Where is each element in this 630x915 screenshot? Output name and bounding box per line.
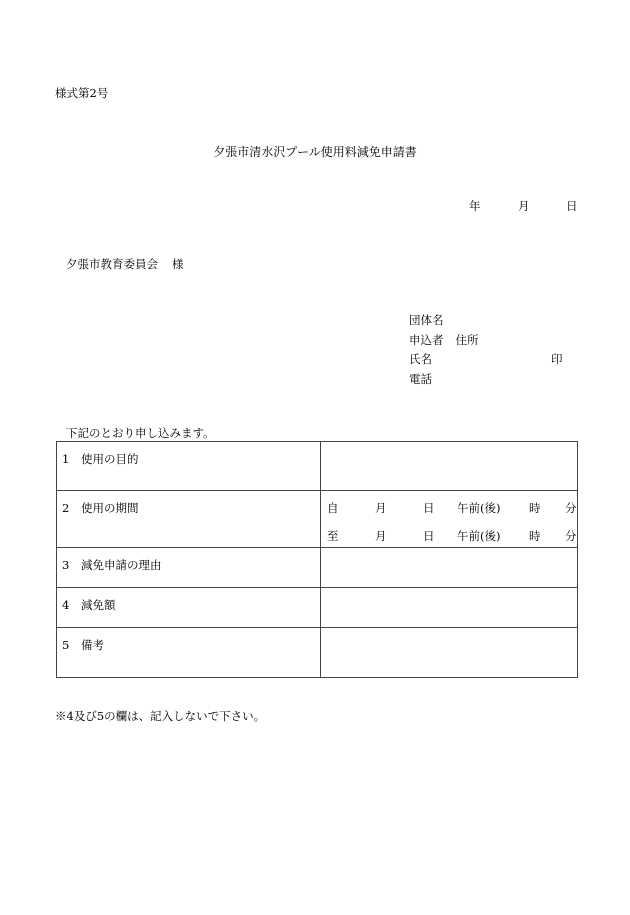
amount-field[interactable] [321, 588, 578, 628]
name-label: 氏名 [409, 352, 432, 366]
period-field[interactable] [321, 491, 578, 548]
date-day-label: 日 [566, 199, 578, 213]
footnote: ※4及び5の欄は、記入しないで下さい。 [55, 709, 266, 723]
date-month-label: 月 [518, 199, 530, 213]
date-year-label: 年 [469, 199, 481, 213]
row-label-amount: 4 減免額 [57, 588, 321, 628]
group-name-label: 団体名 [409, 313, 444, 327]
table-row [57, 628, 578, 678]
table-row [57, 442, 578, 491]
address-label: 住所 [455, 332, 479, 347]
intro-text: 下記のとおり申し込みます。 [66, 426, 215, 440]
table-row [57, 548, 578, 588]
form-number: 様式第2号 [55, 86, 109, 100]
row-label-period: 2 使用の期間 [57, 491, 321, 548]
table-row [57, 491, 578, 548]
phone-label: 電話 [409, 371, 432, 386]
reason-field[interactable] [321, 548, 578, 588]
application-table [56, 441, 578, 678]
document-title: 夕張市清水沢プール使用料減免申請書 [213, 145, 417, 159]
purpose-field[interactable] [321, 442, 578, 491]
applicant-block [409, 311, 563, 389]
period-from-row: 自 月 日 午前(後) 時 分 [327, 501, 577, 515]
applicant-label: 申込者 [409, 332, 444, 347]
period-to-row: 至 月 日 午前(後) 時 分 [327, 529, 577, 543]
row-label-remarks: 5 備考 [57, 628, 321, 678]
addressee [66, 256, 184, 272]
addressee-name: 夕張市教育委員会 [66, 257, 158, 271]
row-label-purpose: 1 使用の目的 [57, 442, 321, 491]
seal-label: 印 [551, 352, 563, 366]
addressee-honorific: 様 [172, 257, 184, 271]
row-label-reason: 3 減免申請の理由 [57, 548, 321, 588]
remarks-field[interactable] [321, 628, 578, 678]
table-row [57, 588, 578, 628]
